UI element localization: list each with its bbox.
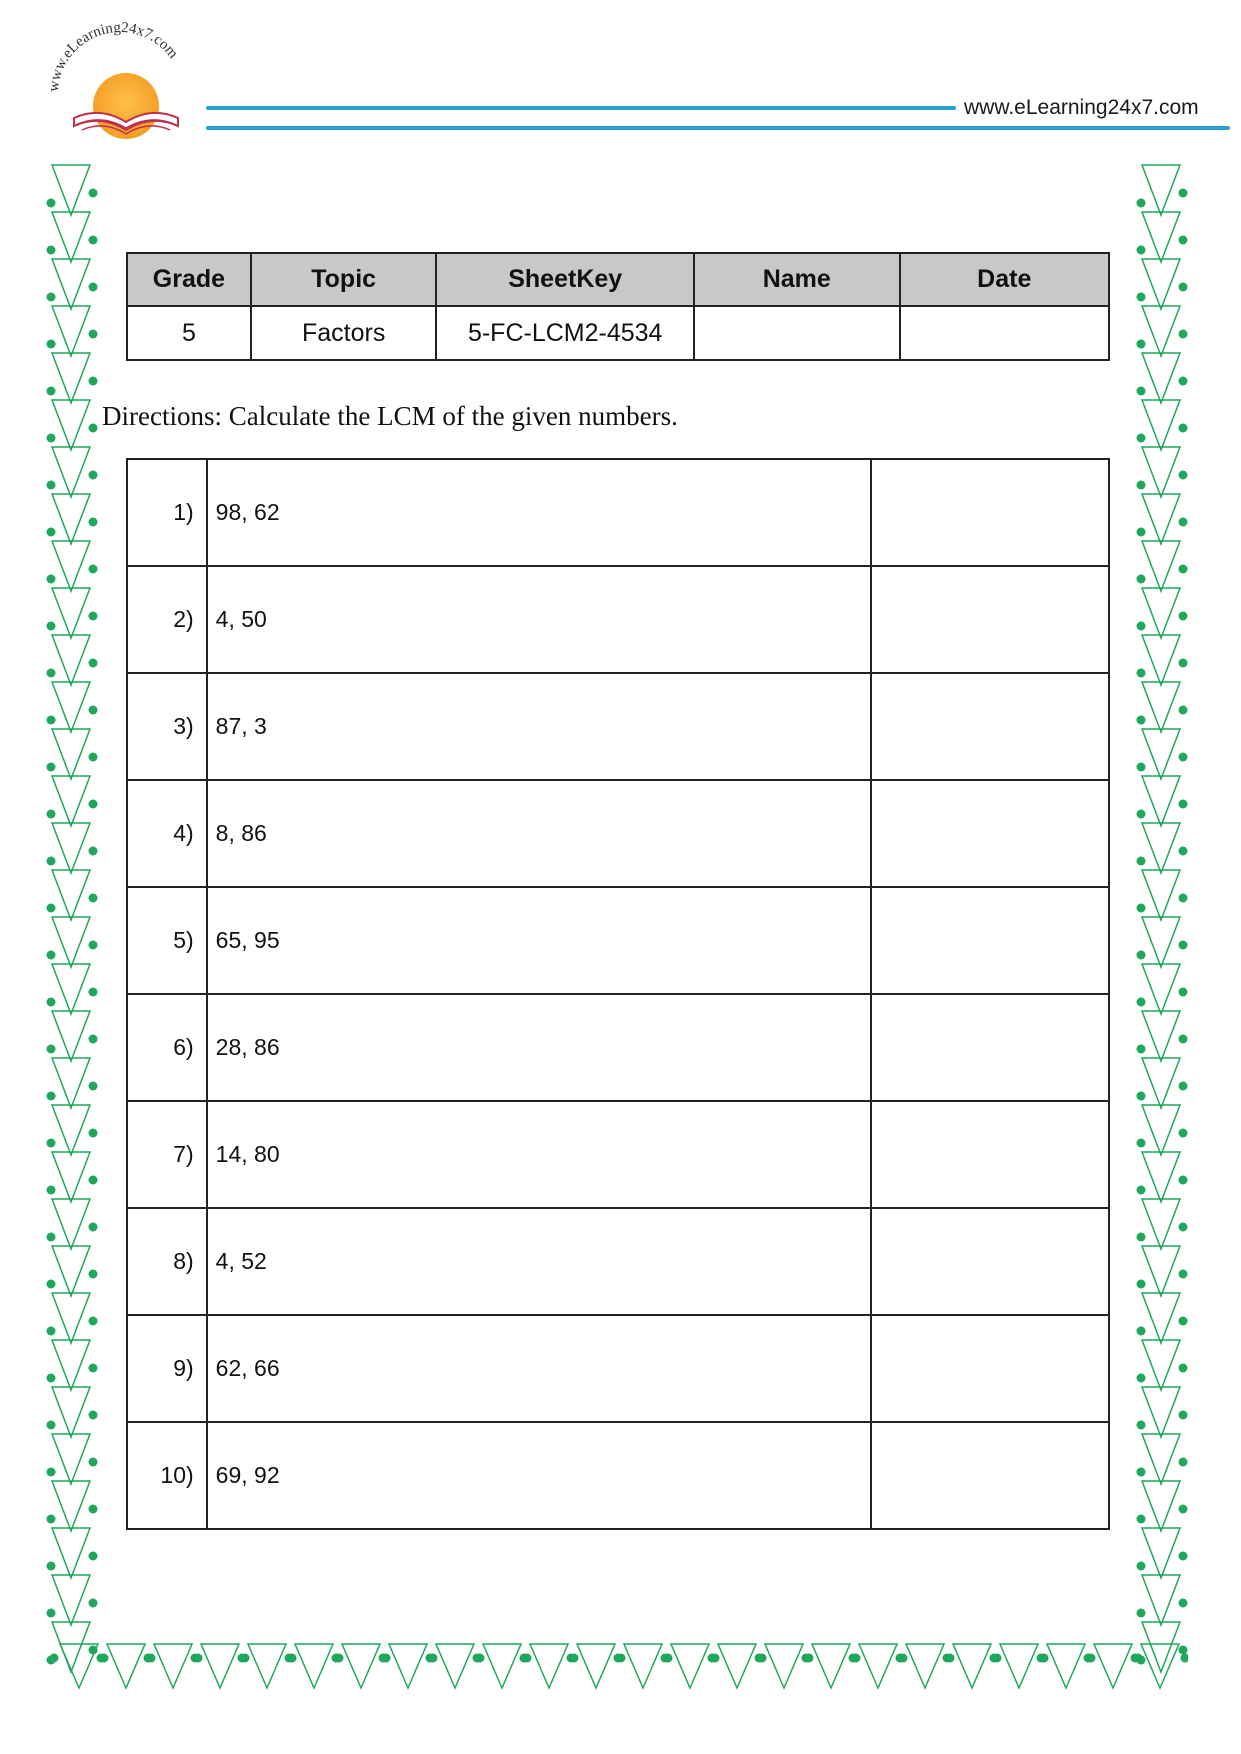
question-row <box>127 1422 1109 1529</box>
answer-box[interactable] <box>871 1101 1109 1208</box>
grade-header: Grade <box>127 253 251 306</box>
question-text: 8, 86 <box>207 780 872 887</box>
question-row <box>127 887 1109 994</box>
date-header: Date <box>900 253 1110 306</box>
question-row <box>127 994 1109 1101</box>
info-value-row <box>127 306 1109 360</box>
answer-box[interactable] <box>871 994 1109 1101</box>
topic-value: Factors <box>251 306 437 360</box>
question-number: 3) <box>127 673 207 780</box>
header-rule-top <box>206 106 956 110</box>
answer-box[interactable] <box>871 673 1109 780</box>
header-rule-bottom <box>206 126 1230 130</box>
directions-text: Directions: Calculate the LCM of the given numbers. <box>102 401 678 431</box>
answer-box[interactable] <box>871 1315 1109 1422</box>
question-number: 5) <box>127 887 207 994</box>
date-field[interactable] <box>900 306 1110 360</box>
site-url: www.eLearning24x7.com <box>964 96 1199 119</box>
decorative-border-left <box>46 163 98 1691</box>
question-number: 2) <box>127 566 207 673</box>
question-text: 4, 50 <box>207 566 872 673</box>
question-text: 62, 66 <box>207 1315 872 1422</box>
question-number: 7) <box>127 1101 207 1208</box>
question-row <box>127 1101 1109 1208</box>
question-row <box>127 780 1109 887</box>
question-number: 8) <box>127 1208 207 1315</box>
question-text: 87, 3 <box>207 673 872 780</box>
sheetkey-value: 5-FC-LCM2-4534 <box>436 306 694 360</box>
question-text: 65, 95 <box>207 887 872 994</box>
question-text: 69, 92 <box>207 1422 872 1529</box>
question-text: 14, 80 <box>207 1101 872 1208</box>
question-text: 4, 52 <box>207 1208 872 1315</box>
elearning-logo <box>44 22 214 152</box>
question-row <box>127 1315 1109 1422</box>
answer-box[interactable] <box>871 1208 1109 1315</box>
answer-box[interactable] <box>871 459 1109 566</box>
decorative-border-bottom <box>46 1640 1188 1692</box>
topic-header: Topic <box>251 253 437 306</box>
question-number: 4) <box>127 780 207 887</box>
question-row <box>127 1208 1109 1315</box>
question-row <box>127 459 1109 566</box>
logo-arc-text: www.eLearning24x7.com <box>45 22 181 93</box>
answer-box[interactable] <box>871 887 1109 994</box>
question-row <box>127 566 1109 673</box>
info-header-row <box>127 253 1109 306</box>
answer-box[interactable] <box>871 1422 1109 1529</box>
question-number: 1) <box>127 459 207 566</box>
grade-value: 5 <box>127 306 251 360</box>
name-field[interactable] <box>694 306 900 360</box>
question-number: 10) <box>127 1422 207 1529</box>
question-number: 9) <box>127 1315 207 1422</box>
answer-box[interactable] <box>871 566 1109 673</box>
sheetkey-header: SheetKey <box>436 253 694 306</box>
question-text: 98, 62 <box>207 459 872 566</box>
questions-table <box>126 458 1110 1530</box>
worksheet-info-table <box>126 252 1110 361</box>
question-row <box>127 673 1109 780</box>
decorative-border-right <box>1136 163 1188 1691</box>
answer-box[interactable] <box>871 780 1109 887</box>
question-number: 6) <box>127 994 207 1101</box>
question-text: 28, 86 <box>207 994 872 1101</box>
name-header: Name <box>694 253 900 306</box>
